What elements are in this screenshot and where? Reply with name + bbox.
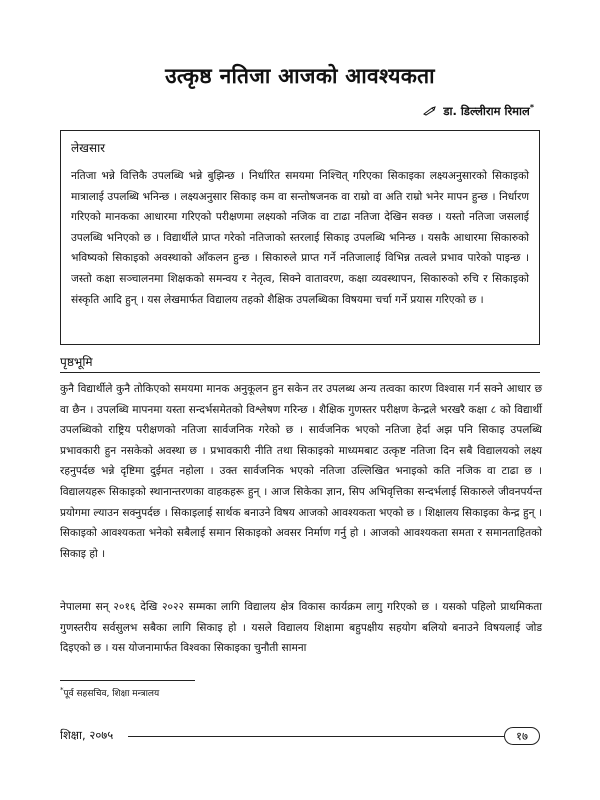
abstract-heading: लेखसार: [71, 141, 106, 155]
author-footnote-mark: *: [529, 103, 534, 112]
section-divider: [60, 372, 540, 373]
abstract-box: [60, 130, 540, 345]
footer-journal: शिक्षा, २०७५: [60, 728, 114, 742]
section-heading: पृष्ठभूमि: [60, 355, 93, 369]
body-paragraph-1: कुनै विद्यार्थीले कुनै तोकिएको समयमा मानक अनुकूलन हुन सकेन तर उपलब्ध अन्य तत्वका कारण विश्वास गर्न सक्ने आधार छ वा छैन । उपलब्धि मापनमा यस्ता सन्दर्भसमेतको विश्लेषण गरिन्छ । शैक्षिक गुणस्तर परीक्षण केन्द्रले भरखरै कक्षा ८ को विद्यार्थी उपलब्धिको राष्ट्रिय परीक्षणको नतिजा सार्वजनिक गरेको छ । सार्वजनिक भएको नतिजा हेर्दा अझ पनि सिकाइ उपलब्धि प्रभावकारी हुन नसकेको अवस्था छ । प्रभावकारी नीति तथा सिकाइको माध्यमबाट उत्कृष्ट नतिजा दिन सबै विद्यालयको लक्ष्य रहनुपर्दछ भन्ने दृष्टिमा दुईमत नहोला । उक्त सार्वजनिक भएको नतिजा उल्लिखित भनाइको कति नजिक वा टाढा छ । विद्यालयहरू सिकाइको स्थानान्तरणका वाहकहरू हुन् । आज सिकेका ज्ञान, सिप अभिवृत्तिका सन्दर्भलाई सिकारुले जीवनपर्यन्त प्रयोगमा ल्याउन सक्नुपर्दछ । सिकाइलाई सार्थक बनाउने विषय आजको आवश्यकता भएको छ । शिक्षालय सिकाइका केन्द्र हुन् । सिकाइको आवश्यकता भनेको सबैलाई समान सिकाइको अवसर निर्माण गर्नु हो । आजको आवश्यकता समता र समानताहितको सिकाइ हो ।: [60, 383, 542, 560]
footnote-mark: *: [60, 686, 64, 694]
article-title: उत्कृष्ठ नतिजा आजको आवश्यकता: [165, 64, 435, 88]
author-name: डा. डिल्लीराम रिमाल: [443, 103, 530, 118]
author-line: [423, 103, 534, 119]
body-paragraph-2: नेपालमा सन् २०१६ देखि २०२२ सम्मका लागि विद्यालय क्षेत्र विकास कार्यक्रम लागु गरिएको छ । यसको पहिलो प्राथमिकता गुणस्तरीय सर्वसुलभ सबैका लागि सिकाइ हो । यसले विद्यालय शिक्षामा बहुपक्षीय सहयोग बलियो बनाउने विषयलाई जोड दिइएको छ । यस योजनामार्फत विश्वका सिकाइका चुनौती सामना: [60, 601, 542, 655]
footnote-divider: [60, 680, 195, 681]
page-number: १७: [504, 727, 540, 745]
footnote-text: पूर्व सहसचिव, शिक्षा मन्त्रालय: [63, 689, 160, 699]
footnote: [60, 686, 159, 699]
footer-divider: [128, 736, 504, 737]
pen-hand-icon: [423, 106, 437, 116]
abstract-text: नतिजा भन्ने वित्तिकै उपलब्धि भन्ने बुझिन्छ । निर्धारित समयमा निश्चित् गरिएका सिकाइका लक्ष्यअनुसारको सिकाइको मात्रालाई उपलब्धि भनिन्छ । लक्ष्यअनुसार सिकाइ कम वा सन्तोषजनक वा राम्रो वा अति राम्रो भनेर मापन हुन्छ । निर्धारण गरिएको मानकका आधारमा गरिएको परीक्षणमा लक्ष्यको नजिक वा टाढा नतिजा देखिन सक्छ । यस्तो नतिजा जसलाई उपलब्धि भनिएको छ । विद्यार्थीले प्राप्त गरेको नतिजाको स्तरलाई सिकाइ उपलब्धि भनिन्छ । यसकै आधारमा सिकारुको भविष्यको सिकाइको अवस्थाको आँकलन हुन्छ । सिकारुले प्राप्त गर्ने नतिजालाई विभिन्न तत्वले प्रभाव पारेको पाइन्छ । जस्तो कक्षा सञ्चालनमा शिक्षकको समन्वय र नेतृत्व, सिक्ने वातावरण, कक्षा व्यवस्थापन, सिकारुको रुचि र सिकाइको संस्कृति आदि हुन् । यस लेखमार्फत विद्यालय तहको शैक्षिक उपलब्धिका विषयमा चर्चा गर्ने प्रयास गरिएको छ ।: [71, 170, 529, 306]
